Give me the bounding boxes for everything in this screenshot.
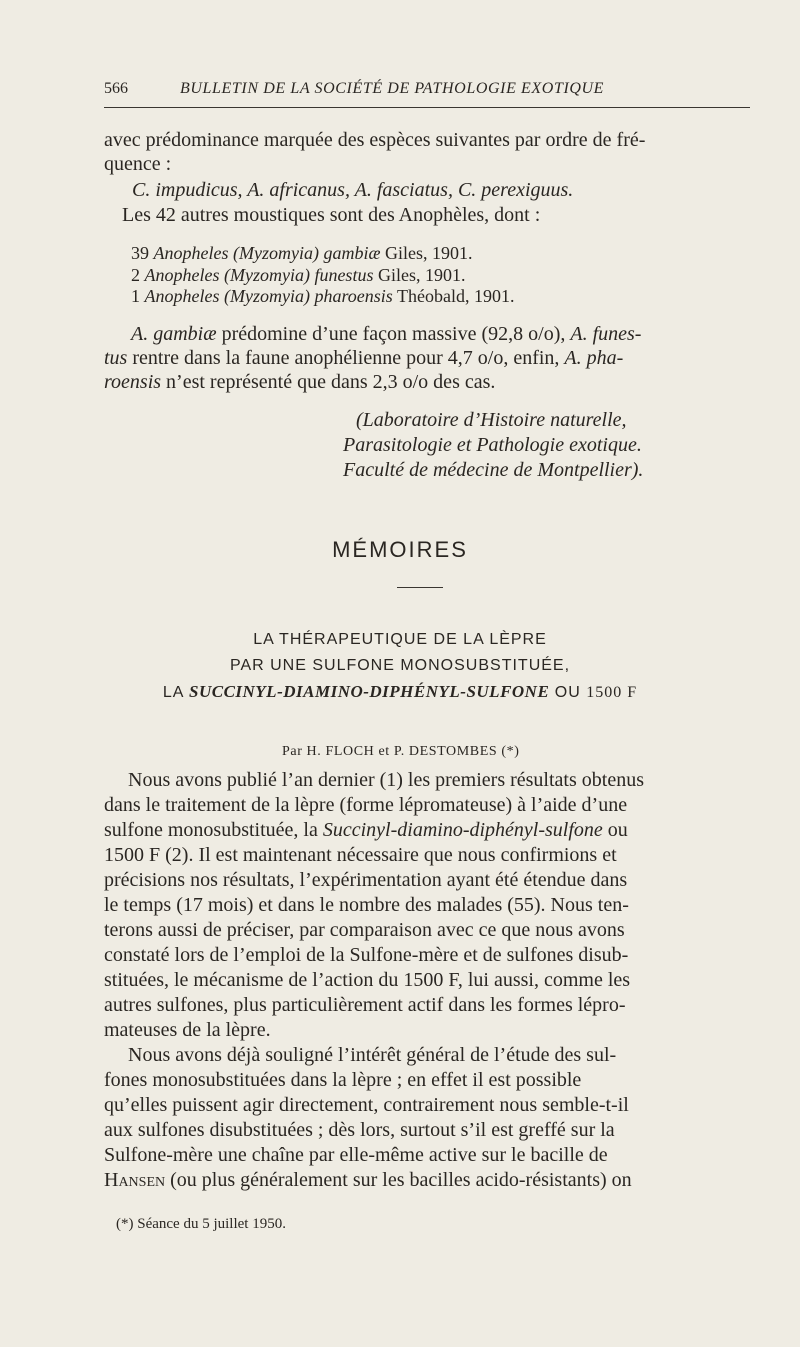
species-ref: A. gambiæ <box>131 323 217 345</box>
affiliation-line-3: Faculté de médecine de Montpellier). <box>343 459 644 481</box>
affiliation-line-1: (Laboratoire d’Histoire naturelle, <box>356 409 627 431</box>
summary-line-2 <box>104 346 623 370</box>
species-ref: A. funes- <box>570 323 642 345</box>
species-ref: A. pha- <box>564 347 624 369</box>
table-author: Giles, 1901. <box>377 265 466 285</box>
body-line: qu’elles puissent agir directement, contrairement nous semble-t-il <box>104 1094 629 1116</box>
compound-name: Succinyl-diamino-diphényl-sulfone <box>322 819 603 841</box>
compound-name: SUCCINYL-DIAMINO-DIPHÉNYL-SULFONE <box>189 682 550 701</box>
summary-text: n’est représenté que dans 2,3 o/o des cas. <box>161 371 496 393</box>
body-line: stituées, le mécanisme de l’action du 1500 F, lui aussi, comme les <box>104 969 631 991</box>
body-line <box>104 818 628 842</box>
table-row <box>131 241 472 265</box>
body-line: 1500 F (2). Il est maintenant nécessaire que nous confirmions et <box>104 844 617 866</box>
page-header <box>104 80 750 108</box>
body-line <box>104 1168 632 1192</box>
article-title-line-2: PAR UNE SULFONE MONOSUBSTITUÉE, <box>229 657 571 674</box>
running-title: BULLETIN DE LA SOCIÉTÉ DE PATHOLOGIE EXOTIQUE <box>180 80 605 97</box>
body-line: mateuses de la lèpre. <box>104 1019 271 1041</box>
body-line: terons aussi de préciser, par comparaison avec ce que nous avons <box>104 919 625 941</box>
table-author: Giles, 1901. <box>384 243 473 263</box>
person-name: Hansen <box>104 1169 166 1191</box>
table-count: 2 <box>131 265 140 285</box>
affiliation-line-2: Parasitologie et Pathologie exotique. <box>343 434 642 456</box>
intro-line-1: avec prédominance marquée des espèces suivantes par ordre de fré- <box>104 129 646 151</box>
article-title-line-3 <box>0 682 800 702</box>
body-line: aux sulfones disubstituées ; dès lors, surtout s’il est greffé sur la <box>104 1119 615 1141</box>
body-line: le temps (17 mois) et dans le nombre des malades (55). Nous ten- <box>104 894 629 916</box>
compound-code: 1500 F <box>586 684 638 701</box>
body-text: sulfone monosubstituée, la <box>104 819 323 841</box>
title-word: OU <box>554 684 581 701</box>
summary-line-1 <box>131 322 641 346</box>
species-ref: tus <box>104 347 128 369</box>
table-row <box>131 284 514 308</box>
body-line: précisions nos résultats, l’expérimentation ayant été étendue dans <box>104 869 628 891</box>
species-list: C. impudicus, A. africanus, A. fasciatus, C. perexiguus. <box>132 179 574 201</box>
body-line: Nous avons déjà souligné l’intérêt général de l’étude des sul- <box>128 1044 617 1066</box>
body-text: (ou plus généralement sur les bacilles acido-résistants) on <box>165 1169 632 1191</box>
intro-line-4: Les 42 autres moustiques sont des Anophèles, dont : <box>122 204 541 226</box>
species-ref: roensis <box>104 371 162 393</box>
article-authors: Par H. FLOCH et P. DESTOMBES (*) <box>282 744 520 759</box>
summary-text: prédomine d’une façon massive (92,8 o/o), <box>216 323 571 345</box>
section-rule <box>397 587 443 588</box>
footnote: (*) Séance du 5 juillet 1950. <box>116 1216 286 1232</box>
page-number: 566 <box>104 80 128 97</box>
title-word: LA <box>162 684 184 701</box>
section-title: MÉMOIRES <box>332 537 468 562</box>
table-species: Anopheles (Myzomyia) gambiæ <box>153 243 381 263</box>
body-text: ou <box>602 819 628 841</box>
table-count: 39 <box>131 243 149 263</box>
body-line: fones monosubstituées dans la lèpre ; en effet il est possible <box>104 1069 582 1091</box>
body-line: Sulfone-mère une chaîne par elle-même active sur le bacille de <box>104 1144 608 1166</box>
summary-line-3 <box>104 370 495 394</box>
table-species: Anopheles (Myzomyia) funestus <box>144 265 374 285</box>
body-line: dans le traitement de la lèpre (forme lépromateuse) à l’aide d’une <box>104 794 628 816</box>
table-species: Anopheles (Myzomyia) pharoensis <box>144 286 393 306</box>
table-author: Théobald, 1901. <box>396 286 515 306</box>
summary-text: rentre dans la faune anophélienne pour 4,7 o/o, enfin, <box>127 347 565 369</box>
body-line: constaté lors de l’emploi de la Sulfone-mère et de sulfones disub- <box>104 944 629 966</box>
header-rule <box>104 107 750 108</box>
article-title-line-1: LA THÉRAPEUTIQUE DE LA LÈPRE <box>253 631 547 648</box>
intro-line-2: quence : <box>104 153 172 175</box>
body-line: autres sulfones, plus particulièrement actif dans les formes lépro- <box>104 994 626 1016</box>
table-count: 1 <box>131 286 140 306</box>
body-line: Nous avons publié l’an dernier (1) les premiers résultats obtenus <box>128 769 644 791</box>
